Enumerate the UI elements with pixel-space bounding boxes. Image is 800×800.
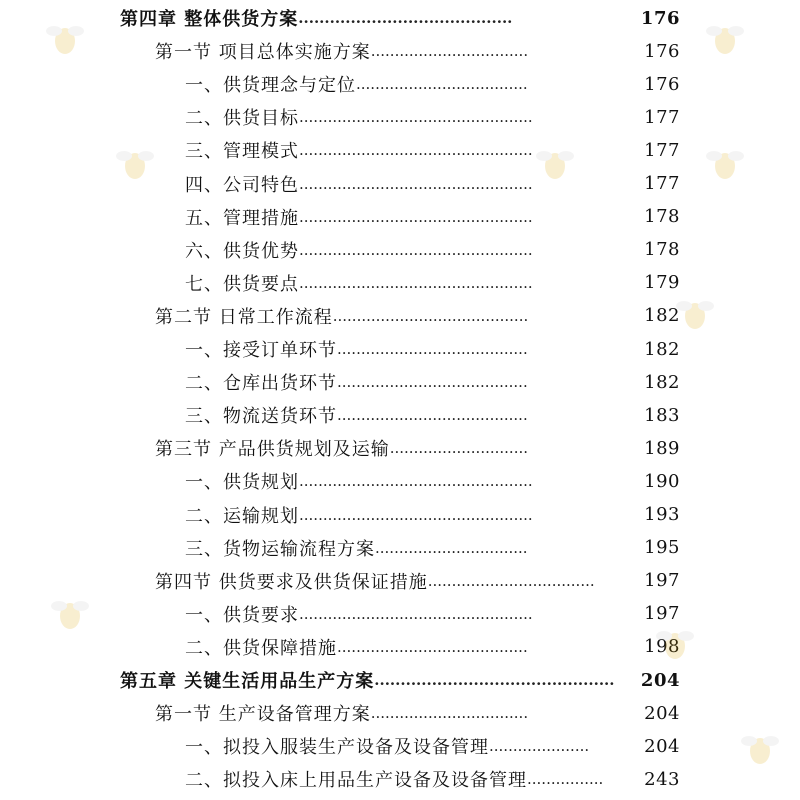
toc-entry-page: 193 — [644, 504, 680, 525]
toc-entry-page: 197 — [644, 570, 680, 592]
toc-entry-page: 204 — [644, 702, 680, 724]
toc-row — [0, 236, 800, 264]
dot-leader: ................................................. — [299, 141, 533, 160]
toc-row — [0, 434, 800, 462]
dot-leader: ......................................... — [332, 306, 529, 325]
toc-entry-page: 177 — [644, 173, 680, 194]
toc-entry-page: 177 — [644, 106, 680, 128]
toc-entry-title: 三、物流送货环节 — [185, 406, 337, 428]
toc-row — [0, 335, 800, 363]
toc-row — [0, 600, 800, 628]
dot-leader: ......................................... — [298, 9, 513, 27]
toc-row — [0, 699, 800, 727]
toc-row — [0, 136, 800, 164]
toc-entry-page: 178 — [644, 239, 680, 261]
toc-entry-page: 195 — [644, 537, 680, 559]
toc-row — [0, 203, 800, 231]
dot-leader: ................................ — [375, 538, 528, 557]
toc-entry-title: 一、接受订单环节 — [185, 340, 337, 361]
toc-entry-title: 二、拟投入床上用品生产设备及设备管理 — [185, 770, 527, 792]
toc-entry-title: 二、供货保障措施 — [185, 637, 337, 659]
toc-entry-title: 第三节 产品供货规划及运输 — [155, 439, 390, 461]
toc-row — [0, 302, 800, 330]
dot-leader: ........................................ — [337, 340, 528, 358]
dot-leader: ................................................. — [299, 240, 533, 259]
toc-row — [0, 732, 800, 760]
dot-leader: ................ — [527, 770, 604, 789]
toc-entry-page: 179 — [644, 272, 680, 294]
toc-entry-title: 第二节 日常工作流程 — [155, 306, 333, 328]
dot-leader: ........................................ — [337, 406, 528, 425]
toc-entry-title: 二、供货目标 — [185, 108, 299, 130]
toc-entry-page: 197 — [644, 603, 680, 625]
toc-entry-title: 一、供货理念与定位 — [185, 75, 356, 97]
toc-entry-title: 第一节 项目总体实施方案 — [155, 42, 371, 64]
dot-leader: ................................................. — [299, 174, 533, 193]
toc-row — [0, 467, 800, 495]
toc-entry-title: 四、公司特色 — [185, 174, 299, 196]
toc-entry-title: 三、货物运输流程方案 — [185, 538, 375, 560]
toc-entry-title: 二、运输规划 — [185, 505, 299, 527]
toc-entry-page: 176 — [644, 40, 680, 62]
toc-entry-page: 183 — [644, 404, 680, 426]
toc-row — [0, 401, 800, 429]
toc-entry-title: 一、拟投入服装生产设备及设备管理 — [185, 737, 489, 759]
dot-leader: ........................................ — [337, 373, 528, 392]
toc-entry-title: 一、供货规划 — [185, 472, 299, 494]
toc-entry-page: 198 — [644, 636, 680, 658]
toc-entry-title: 第一节 生产设备管理方案 — [155, 704, 371, 726]
dot-leader: ................................... — [427, 571, 595, 590]
toc-row — [0, 534, 800, 562]
toc-entry-page: 176 — [644, 73, 680, 95]
toc-row — [0, 501, 800, 529]
toc-entry-title: 五、管理措施 — [185, 207, 299, 229]
toc-row — [0, 70, 800, 98]
toc-entry-page: 182 — [644, 305, 680, 327]
dot-leader: ..................... — [489, 737, 590, 756]
toc-entry-page: 178 — [644, 206, 680, 228]
toc-entry-title: 第四章 整体供货方案 — [120, 9, 299, 30]
toc-entry-title: 第五章 关键生活用品生产方案 — [120, 671, 375, 692]
toc-entry-page: 204 — [640, 669, 680, 691]
dot-leader: ............................. — [389, 439, 529, 458]
dot-leader: ................................................. — [299, 207, 533, 226]
toc-entry-page: 176 — [640, 7, 680, 29]
toc-entry-page: 182 — [644, 338, 680, 360]
toc-entry-title: 二、仓库出货环节 — [185, 373, 337, 395]
toc-row — [0, 37, 800, 65]
toc-row — [0, 103, 800, 131]
dot-leader: .............................................. — [374, 671, 615, 689]
toc-entry-page: 182 — [644, 371, 680, 393]
toc-entry-page: 204 — [644, 735, 680, 757]
dot-leader: ................................. — [370, 42, 529, 61]
toc-row — [0, 368, 800, 396]
toc-entry-title: 六、供货优势 — [185, 240, 299, 262]
dot-leader: ................................. — [370, 704, 529, 723]
toc-row — [0, 4, 800, 32]
toc-entry-title: 一、供货要求 — [185, 604, 299, 626]
toc-entry-title: 七、供货要点 — [185, 273, 299, 295]
dot-leader: .................................... — [356, 75, 528, 94]
toc-entry-page: 243 — [644, 768, 680, 790]
dot-leader: ................................................. — [299, 505, 533, 524]
toc-entry-page: 190 — [644, 470, 680, 492]
dot-leader: ................................................. — [299, 604, 533, 623]
dot-leader: ................................................. — [299, 108, 533, 127]
toc-row — [0, 765, 800, 793]
dot-leader: ........................................ — [337, 637, 528, 656]
toc-entry-page: 177 — [644, 139, 680, 161]
toc-row — [0, 170, 800, 198]
toc-row — [0, 633, 800, 661]
dot-leader: ................................................. — [299, 273, 533, 292]
toc-entry-title: 三、管理模式 — [185, 141, 299, 163]
toc-row — [0, 269, 800, 297]
dot-leader: ................................................. — [299, 472, 533, 491]
toc-row — [0, 666, 800, 694]
toc-row — [0, 567, 800, 595]
toc-entry-page: 189 — [644, 437, 680, 459]
toc-entry-title: 第四节 供货要求及供货保证措施 — [155, 571, 428, 593]
